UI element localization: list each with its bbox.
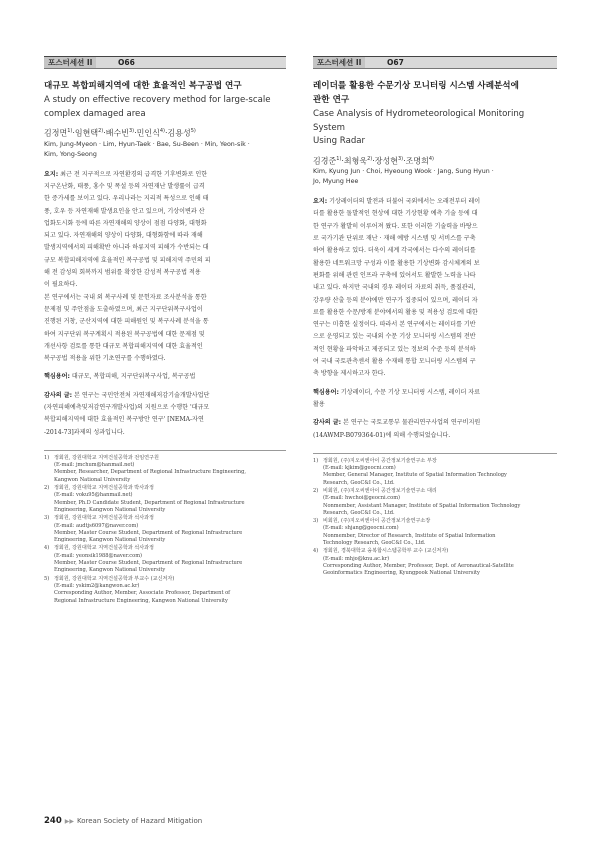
title-english: A study on effective recovery method for large-scale complex damaged area (44, 95, 271, 119)
acknowledgement: 감사의 글: 본 연구는 국민안전처 자연재해저감기술개발사업단 (자연피해예측및저감연구개발사업)의 지원으로 수행한 '대규모 복합피해지역에 대한 효율적인 복구방안 연구' [NEMA-자연 -2014-73]과제의 성과입니다. (44, 391, 210, 436)
footnote: 2) 정회원, 강원대학교 지역건설공학과 박사과정 (E-mail: voku95@hanmail.net) Member, Ph.D Candidate Student, Department of Regional Infrastructure Engineering, Kangwon National University (44, 485, 245, 513)
footnote: 2) 비회원, (주)지오씨엔아이 공간정보기술연구소 대리 (E-mail: hwchoi@geocni.com) Nonmember, Assistant Manager, Institute of Spatial Information Technology Research, GeoC&I Co., Ltd. (313, 487, 521, 516)
footnote: 4) 정회원, 강원대학교 지역건설공학과 석사과정 (E-mail: yeonsik1988@naver.com) Member, Master Course Student, Department of Regional Infrastructure Engineering, Kangwon National University (44, 545, 243, 574)
abstract-label: 요지: (44, 170, 59, 178)
footnote: 4) 정회원, 경북대학교 융복합시스템공학부 교수 (교신저자) (E-mail: mhjo@knu.ac.kr) Corresponding Author, Member, Professor, Dept. of Aeronautical-Satellite Geoinformatics Engineering, Kyungpook National University (313, 548, 514, 577)
authors-korean: 김정면$^{1)}$·임현택$^{2)}$·배수빈$^{3)}$·민인식$^{4)}$·김용성$^{5)}$ (44, 128, 196, 138)
footnote-divider (44, 450, 286, 451)
authors-english: Kim, Jung-Myeon · Lim, Hyun-Taek · Bae, Su-Been · Min, Yeon-sik · Kim, Yong-Seong (44, 140, 250, 158)
footnotes-left (44, 455, 286, 605)
session-label: 포스터세션 II (313, 57, 365, 68)
footnote: 3) 정회원, 강원대학교 지역건설공학과 석사과정 (E-mail: audtjs6097@naver.com) Member, Master Course Student, Department of Regional Infrastructure Engineering, Kangwon National University (44, 515, 243, 544)
article-left (44, 56, 286, 606)
session-label: 포스터세션 II (44, 57, 96, 68)
footnote: 1) 정회원, (주)지오씨엔아이 공간정보기술연구소 부장 (E-mail: kjkim@geocni.com) Member, General Manager, Institute of Spatial Information Technology Research, GeoC&I Co., Ltd. (313, 457, 507, 486)
keywords: 핵심용어: 기상레이더, 수문 기상 모니터링 시스템, 레이더 자료 활용 (313, 388, 481, 408)
authors-korean: 김경준$^{1)}$·최형욱$^{2)}$·장성현$^{3)}$·조명희$^{4)}$ (313, 155, 434, 166)
footnote-divider (313, 453, 557, 454)
acknowledgement: 감사의 글: 본 연구는 국토교통부 물관리연구사업의 연구비지원 (14AWMP-B079364-01)에 의해 수행되었습니다. (313, 419, 481, 439)
title-english: Case Analysis of Hydrometeorological Monitoring System Using Radar (313, 109, 525, 146)
article-right (313, 56, 557, 579)
double-arrow-icon: ▶▶ (64, 818, 74, 825)
footnote: 3) 비회원, (주)지오씨엔아이 공간정보기술연구소장 (E-mail: shjang@geocni.com) Nonmember, Director of Research, Institute of Spatial Information Technology Research, GeoC&I Co., Ltd. (313, 518, 496, 547)
society-name: Korean Society of Hazard Mitigation (76, 817, 203, 825)
page-footer (44, 816, 202, 826)
abstract-label: 요지: (313, 198, 328, 206)
authors-english: Kim, Kyung Jun · Choi, Hyeoung Wook · Jang, Sung Hyun · Jo, Myung Hee (313, 168, 494, 186)
footnote: 5) 정회원, 강원대학교 지역건설공학과 부교수 (교신저자) (E-mail: yskim2@kangwon.ac.kr) Corresponding Author, Member, Associate Professor, Department of Regional Infrastructure Engineering, Kangwon National University (44, 575, 231, 604)
page-number: 240 (44, 816, 62, 826)
session-bar-left (44, 56, 286, 69)
abstract: 요지: 최근 전 지구적으로 자연환경의 급격한 기후변화로 인한 지구온난화, 태풍, 홍수 및 폭설 등의 자연재난 발생률이 급격 한 증가세를 보이고 있다. 우리나라는 지리적 특성으로 인해 태 풍, 호우 등 자연재해 발생요인을 안고 있으며, 기상이변과 산 업화도시화 등에 따른 자연재해의 양상이 점점 다양화, 대형화 되고 있다. 자연재해의 양상이 다양화, 대형화함에 따라 재해 발생지역에서의 피해확반 아니라 하류지역 피해가 수반되는 대 규모 복합피해지역에 효율적인 복구공법 및 피해지역 주민의 피 해 전 감성의 회복까지 범위를 확장한 감성적 복구공법 적용 이 필요하다. 본 연구에서는 국내 외 복구사례 및 문헌자료 조사분석을 통한 문제점 및 주안점을 도출하였으며, 최근 지구단위복구사업이 진행된 거창, 군산지역에 대한 피해원인 및 복구사례 분석을 통 하여 지구단위 복구계획시 적용된 복구공법에 대한 문제점 및 개선사항 검토를 통한 대규모 복합피해지역에 대한 효율적인 복구공법 적용을 위한 기초연구를 수행하였다. (44, 170, 211, 363)
title-korean: 레이더를 활용한 수문기상 모니터링 시스템 사례분석에 관한 연구 (313, 81, 519, 105)
keywords: 핵심용어: 대규모, 복합피해, 지구단위복구사업, 복구공법 (44, 373, 196, 381)
session-code: O67 (387, 58, 404, 67)
session-code: O66 (118, 58, 135, 67)
session-bar-right (313, 56, 557, 69)
title-korean: 대규모 복합피해지역에 대한 효율적인 복구공법 연구 (44, 81, 242, 91)
footnotes-right (313, 458, 557, 578)
footnote: 1) 정회원, 강원대학교 지역건설공학과 전임연구원 (E-mail: jmchum@hanmail.net) Member, Researcher, Department of Regional Infrastructure Engineering, Kangwon National University (44, 454, 246, 483)
abstract: 요지: 기상레이더의 발전과 더불어 국외에서는 오래전부터 레이 더를 활용한 돌발적인 현상에 대한 기상현황 예측 기술 등에 대 한 연구가 활발히 이루어져 왔다. 또한 이러한 기술력을 바탕으 로 국가기관 단위로 재난 · 재해 예방 시스템 및 서비스를 구축 하여 활용하고 있다. 더욱이 세계 각국에서는 다수의 레이더를 활용한 네트워크망 구성과 이를 활용한 기상변화 감시체계의 보 편화를 위해 관련 인프라 구축에 있어서도 활발한 노력을 나타 내고 있다. 하지만 국내의 경우 레이더 자료의 취득, 품질관리, 강우량 산출 등의 분야에만 연구가 집중되어 있으며, 레이더 자 료를 활용한 수문/방재 분야에서의 활용 및 적용성 검토에 대한 연구는 미흡한 실정이다. 따라서 본 연구에서는 레이더를 기반 으로 운영되고 있는 국내외 수문 기상 모니터링 시스템의 전반 적인 현황을 파악하고 제공되고 있는 정보의 수준 등의 분석하 여 국내 국토관측센서 활용 수재해 통합 모니터링 시스템의 구 축 방향을 제시하고자 한다. (313, 198, 481, 378)
